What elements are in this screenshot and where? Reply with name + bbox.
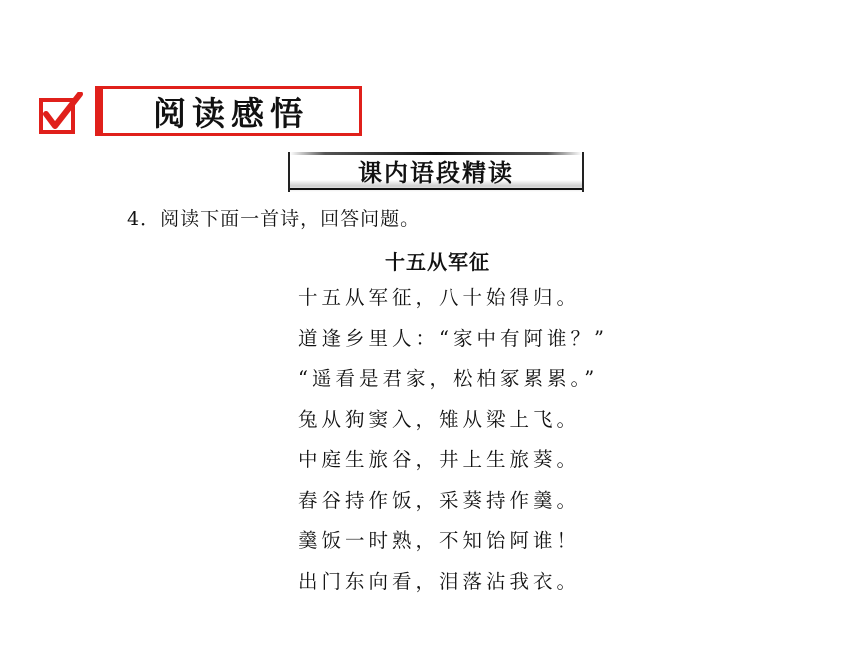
poem-line: 羹饭一时熟，不知饴阿谁！ bbox=[298, 529, 581, 552]
poem-title: 十五从军征 bbox=[385, 250, 490, 274]
section-title: 阅读感悟 bbox=[153, 93, 309, 133]
question-text: 阅读下面一首诗，回答问题。 bbox=[160, 208, 421, 230]
poem-body bbox=[298, 286, 608, 610]
poem-line: 中庭生旅谷，井上生旅葵。 bbox=[298, 448, 581, 471]
poem-line: “遥看是君家，松柏冢累累。” bbox=[298, 367, 599, 390]
poem-line: 道逢乡里人：“家中有阿谁？” bbox=[298, 326, 608, 350]
checkbox-checked-icon bbox=[38, 92, 84, 138]
section-banner bbox=[95, 86, 362, 136]
question-prompt bbox=[127, 204, 420, 231]
subsection-title: 课内语段精读 bbox=[358, 158, 514, 187]
poem-line: 兔从狗窦入，雉从梁上飞。 bbox=[298, 407, 581, 431]
subsection-banner bbox=[288, 152, 584, 192]
question-number: 4． bbox=[127, 208, 161, 230]
poem-line: 十五从军征，八十始得归。 bbox=[298, 286, 581, 309]
poem-line: 出门东向看，泪落沾我衣。 bbox=[298, 569, 581, 593]
poem-line: 舂谷持作饭，采葵持作羹。 bbox=[298, 488, 581, 512]
